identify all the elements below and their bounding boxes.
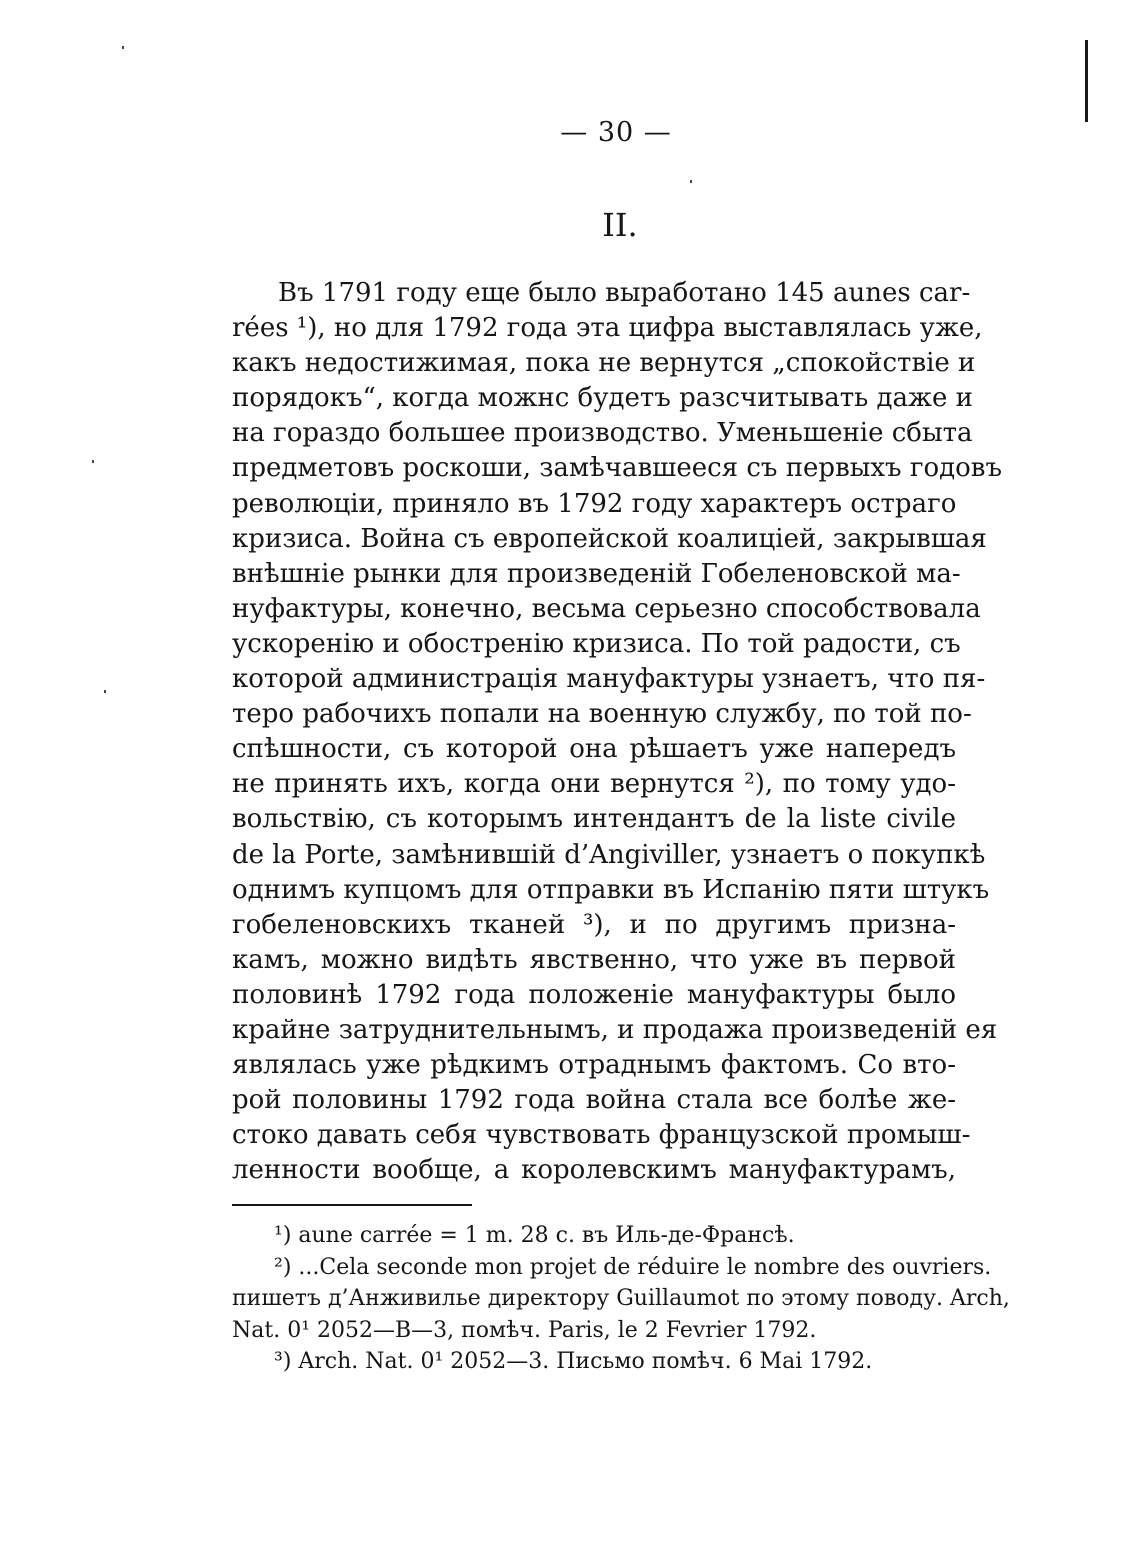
body-line: которой администрація мануфактуры узнаетъ, что пя- (232, 664, 986, 695)
body-line: камъ, можно видѣть явственно, что уже въ первой (232, 944, 956, 975)
body-line: рой половины 1792 года война стала все болѣе же- (232, 1085, 956, 1116)
body-line: Въ 1791 году еще было выработано 145 aunes car- (278, 278, 971, 308)
footnote-divider (232, 1204, 472, 1206)
scan-speck (122, 46, 124, 49)
body-line: вольствію, съ которымъ интендантъ de la liste civile (232, 804, 956, 835)
body-line: стоко давать себя чувствовать французской промыш- (232, 1120, 971, 1151)
scan-edge-mark (1085, 40, 1088, 122)
section-heading: II. (602, 206, 638, 244)
body-line: порядокъ“, когда можнс будетъ разсчитывать даже и (232, 383, 973, 414)
body-line: однимъ купцомъ для отправки въ Испанію пяти штукъ (232, 874, 990, 905)
footnotes (232, 1220, 1010, 1378)
footnote-2-line: Nat. 0¹ 2052—B—3, помѣч. Paris, le 2 Fevrier 1792. (232, 1317, 817, 1343)
body-text (232, 276, 1002, 1188)
footnote-2-line: ²) ...Cela seconde mon projet de réduire le nombre des ouvriers. (274, 1254, 992, 1280)
body-line: de la Porte, замѣнившій d’Angiviller, узнаетъ о покупкѣ (232, 839, 986, 870)
scan-speck (92, 460, 94, 463)
footnote-3: ³) Arch. Nat. 0¹ 2052—3. Письмо помѣч. 6 Mai 1792. (274, 1349, 873, 1374)
body-line: внѣшніе рынки для произведеній Гобеленовской ма- (232, 558, 961, 589)
body-line: ускоренію и обостренію кризиса. По той радости, съ (232, 628, 961, 659)
body-line: rées ¹), но для 1792 года эта цифра выставлялась уже, (232, 313, 983, 344)
body-line: крайне затруднительнымъ, и продажа произведеній ея (232, 1014, 998, 1045)
page-number: — 30 — (560, 117, 672, 148)
body-line: нуфактуры, конечно, весьма серьезно способствовала (232, 593, 981, 624)
body-line: не принять ихъ, когда они вернутся ²), по тому удо- (232, 769, 956, 800)
body-line: спѣшности, съ которой она рѣшаетъ уже напередъ (232, 734, 956, 765)
footnote-2-line: пишетъ д’Анживилье директору Guillaumot по этому поводу. Arch, (232, 1286, 1010, 1311)
footnote-1: ¹) aune carrée = 1 m. 28 c. въ Иль-де-Франсѣ. (274, 1223, 795, 1248)
body-line: на гораздо большее производство. Уменьшеніе сбыта (232, 418, 973, 449)
body-line: половинѣ 1792 года положеніе мануфактуры было (232, 979, 956, 1010)
body-line: революціи, приняло въ 1792 году характеръ остраго (232, 488, 957, 519)
body-line: какъ недостижимая, пока не вернутся „спокойствіе и (232, 348, 976, 379)
body-line: гобеленовскихъ тканей ³), и по другимъ призна- (232, 909, 956, 940)
body-line: теро рабочихъ попали на военную службу, по той по- (232, 699, 972, 730)
scan-speck (104, 690, 106, 693)
body-line: являлась уже рѣдкимъ отраднымъ фактомъ. Со вто- (232, 1050, 956, 1081)
body-line: предметовъ роскоши, замѣчавшееся съ первыхъ годовъ (232, 453, 1002, 484)
body-line: ленности вообще, а королевскимъ мануфактурамъ, (232, 1155, 956, 1186)
body-line: кризиса. Война съ европейской коалиціей, закрывшая (232, 523, 987, 554)
scan-speck (690, 180, 692, 183)
